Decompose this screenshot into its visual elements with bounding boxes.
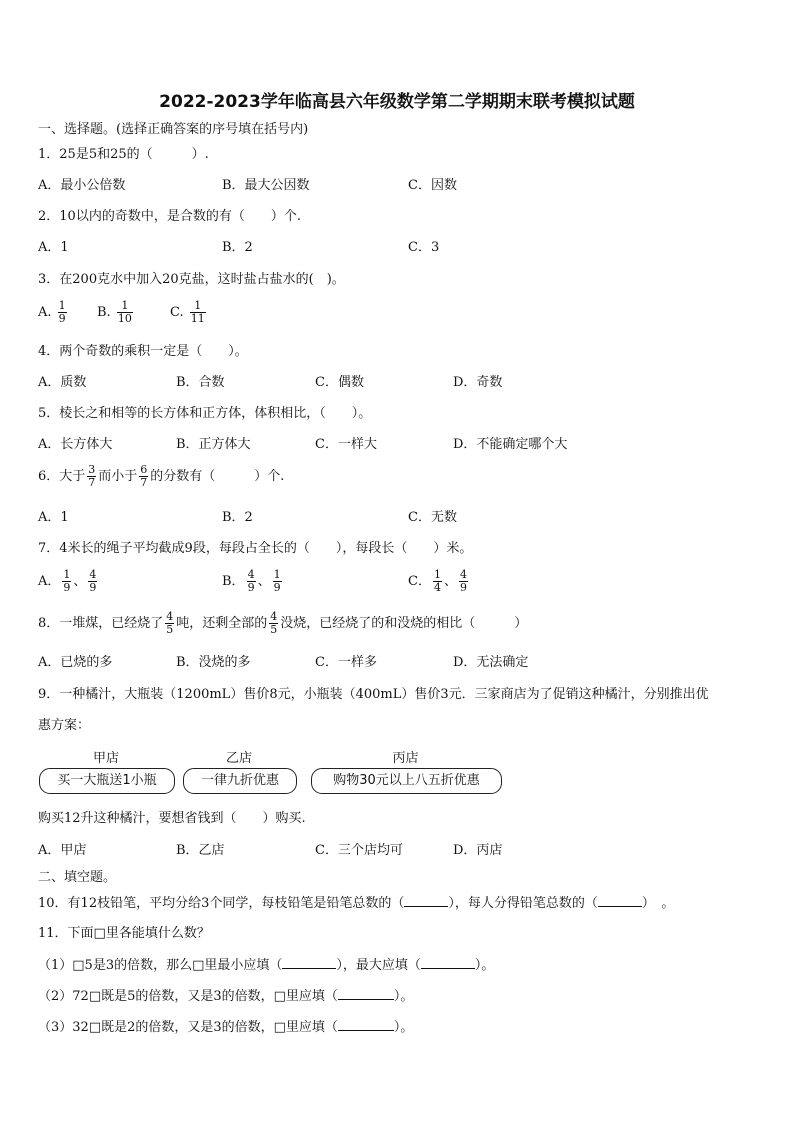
q4-option-a[interactable]: A．质数 — [38, 375, 87, 390]
q8-option-b[interactable]: B．没烧的多 — [176, 655, 251, 670]
shop-offer-yi: 一律九折优惠 — [183, 768, 297, 794]
q7-option-b[interactable]: B． $\frac{4}{9}$ 、 $\frac{1}{9}$ — [222, 568, 281, 594]
question-7: 7．4米长的绳子平均截成9段，每段占全长的（ ），每段长（ ）米。 — [38, 541, 473, 556]
question-8: 8．一堆煤，已经烧了 $\frac{4}{5}$ 吨，还剩全部的 $\frac{4}{5}$ 没烧，已经烧了的和没烧的相比（ ） — [38, 610, 528, 636]
answer-blank[interactable] — [338, 987, 394, 1000]
question-6: 6．大于 $\frac{3}{7}$ 而小于 $\frac{6}{7}$ 的分数有（ ）个. — [38, 463, 285, 489]
q2-option-b[interactable]: B．2 — [222, 240, 253, 255]
q8-option-a[interactable]: A．已烧的多 — [38, 655, 113, 670]
q5-option-b[interactable]: B．正方体大 — [176, 437, 251, 452]
question-1: 1．25是5和25的（ ）. — [38, 147, 209, 162]
fraction: $\frac{1}{9}$ — [63, 568, 71, 594]
q4-option-b[interactable]: B．合数 — [176, 375, 225, 390]
shop-name-bing: 丙店 — [392, 751, 419, 766]
fraction: $\frac{4}{9}$ — [459, 568, 467, 594]
q6-option-a[interactable]: A．1 — [38, 510, 69, 525]
q1-option-c[interactable]: C．因数 — [408, 178, 457, 193]
fraction: $\frac{3}{7}$ — [88, 463, 96, 489]
q7-option-a[interactable]: A． $\frac{1}{9}$ 、 $\frac{4}{9}$ — [38, 568, 97, 594]
fraction: $\frac{1}{10}$ — [117, 299, 132, 325]
q9-option-a[interactable]: A．甲店 — [38, 843, 87, 858]
question-11-part-1: （1）□5是3的倍数，那么□里最小应填（ ），最大应填（ ）。 — [38, 958, 495, 973]
q4-option-c[interactable]: C．偶数 — [315, 375, 364, 390]
answer-blank[interactable] — [282, 956, 336, 969]
question-11-part-3: （3）32□既是2的倍数，又是3的倍数，□里应填（ ）。 — [38, 1020, 414, 1035]
q4-option-d[interactable]: D．奇数 — [453, 375, 503, 390]
q2-option-a[interactable]: A．1 — [38, 240, 69, 255]
question-5: 5．棱长之和相等的长方体和正方体，体积相比，（ ）。 — [38, 406, 372, 421]
q9-option-c[interactable]: C．三个店均可 — [315, 843, 403, 858]
q3-option-a[interactable] — [38, 300, 69, 325]
q6-option-c[interactable]: C．无数 — [408, 510, 457, 525]
question-9-line2: 惠方案： — [38, 718, 91, 733]
q1-option-a[interactable]: A．最小公倍数 — [38, 178, 126, 193]
question-9-line1: 9．一种橘汁，大瓶装（1200mL）售价8元，小瓶装（400mL）售价3元．三家商店为了促销这种橘汁，分别推出优 — [38, 687, 709, 702]
q2-option-c[interactable]: C．3 — [408, 240, 440, 255]
section-heading-choice: 一、选择题。(选择正确答案的序号填在括号内) — [38, 122, 309, 137]
q9-option-b[interactable]: B．乙店 — [176, 843, 225, 858]
shop-name-jia: 甲店 — [92, 751, 119, 766]
answer-blank[interactable] — [598, 894, 642, 907]
fraction: $\frac{4}{9}$ — [89, 568, 97, 594]
q9-option-d[interactable]: D．丙店 — [453, 843, 503, 858]
fraction: $\frac{1}{9}$ — [273, 568, 281, 594]
page-title: 2022-2023学年临高县六年级数学第二学期期末联考模拟试题 — [159, 92, 635, 112]
fraction: $\frac{1}{11}$ — [190, 299, 205, 325]
shop-offer-jia: 买一大瓶送1小瓶 — [39, 768, 175, 794]
section-heading-fill: 二、填空题。 — [38, 870, 117, 885]
question-3: 3．在200克水中加入20克盐，这时盐占盐水的( )。 — [38, 272, 345, 287]
q5-option-a[interactable]: A．长方体大 — [38, 437, 113, 452]
shop-offer-bing: 购物30元以上八五折优惠 — [311, 768, 502, 794]
fraction: $\frac{1}{9}$ — [58, 299, 66, 325]
fraction: $\frac{4}{9}$ — [247, 568, 255, 594]
fraction: $\frac{1}{4}$ — [433, 568, 441, 594]
q7-option-c[interactable]: C． $\frac{1}{4}$ 、 $\frac{4}{9}$ — [408, 568, 467, 594]
shop-name-yi: 乙店 — [225, 751, 252, 766]
q3-option-b[interactable] — [97, 300, 135, 325]
option-label: C. — [170, 305, 184, 320]
option-label: A. — [38, 305, 52, 320]
option-label: B. — [97, 305, 111, 320]
q5-option-d[interactable]: D．不能确定哪个大 — [453, 437, 568, 452]
question-2: 2．10以内的奇数中，是合数的有（ ）个. — [38, 209, 301, 224]
question-9-line3: 购买12升这种橘汁，要想省钱到（ ）购买. — [38, 811, 306, 826]
answer-blank[interactable] — [421, 956, 475, 969]
question-11-part-2: （2）72□既是5的倍数，又是3的倍数，□里应填（ ）。 — [38, 989, 414, 1004]
q3-option-c[interactable] — [170, 300, 208, 325]
answer-blank[interactable] — [338, 1018, 394, 1031]
fraction: $\frac{6}{7}$ — [140, 463, 148, 489]
question-10: 10．有12枝铅笔，平均分给3个同学，每枝铅笔是铅笔总数的（ ），每人分得铅笔总数的（ ） 。 — [38, 896, 675, 911]
q8-option-d[interactable]: D．无法确定 — [453, 655, 529, 670]
fraction: $\frac{4}{5}$ — [166, 610, 174, 636]
question-11: 11．下面□里各能填什么数？ — [38, 926, 210, 941]
question-4: 4．两个奇数的乘积一定是（ ）。 — [38, 344, 248, 359]
q1-option-b[interactable]: B．最大公因数 — [222, 178, 310, 193]
q6-option-b[interactable]: B．2 — [222, 510, 253, 525]
q8-option-c[interactable]: C．一样多 — [315, 655, 377, 670]
answer-blank[interactable] — [404, 894, 448, 907]
fraction: $\frac{4}{5}$ — [270, 610, 278, 636]
q5-option-c[interactable]: C．一样大 — [315, 437, 377, 452]
